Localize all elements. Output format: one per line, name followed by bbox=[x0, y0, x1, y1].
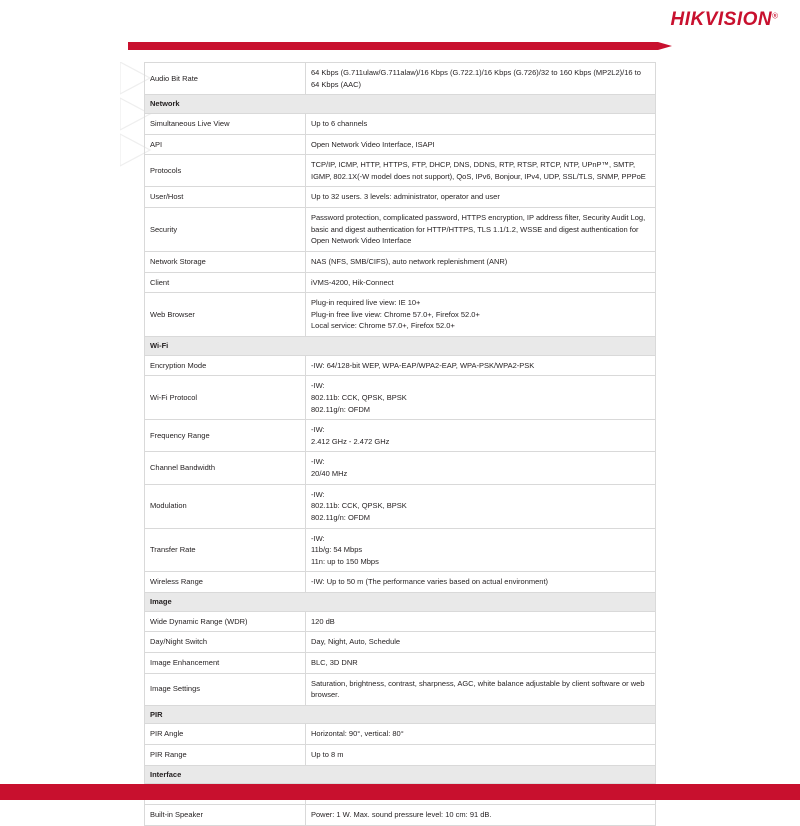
row-value bbox=[306, 376, 656, 420]
row-value-line: 802.11b: CCK, QPSK, BPSK bbox=[311, 392, 407, 402]
row-value bbox=[306, 572, 656, 593]
row-value bbox=[306, 113, 656, 134]
row-label: Simultaneous Live View bbox=[145, 113, 306, 134]
row-value bbox=[306, 673, 656, 705]
row-value-line: 120 dB bbox=[311, 616, 335, 626]
table-row bbox=[145, 187, 656, 208]
row-value-line: -IW: bbox=[311, 533, 325, 543]
table-row bbox=[145, 155, 656, 187]
row-value-line: 802.11g/n: OFDM bbox=[311, 512, 371, 522]
table-row bbox=[145, 376, 656, 420]
row-value-line: Day, Night, Auto, Schedule bbox=[311, 637, 401, 647]
table-section-row bbox=[145, 593, 656, 612]
row-label: Day/Night Switch bbox=[145, 632, 306, 653]
header-red-bar bbox=[128, 42, 658, 50]
table-row bbox=[145, 113, 656, 134]
row-label: Image Enhancement bbox=[145, 652, 306, 673]
row-value-line: Up to 8 m bbox=[311, 750, 344, 759]
table-row bbox=[145, 724, 656, 745]
table-row bbox=[145, 528, 656, 572]
table-section-row bbox=[145, 337, 656, 356]
section-label: Image bbox=[145, 593, 656, 612]
section-label: Network bbox=[145, 95, 656, 114]
row-value bbox=[306, 452, 656, 484]
section-label: Wi-Fi bbox=[145, 337, 656, 356]
row-value bbox=[306, 420, 656, 452]
footer-red-bar bbox=[0, 784, 800, 800]
row-label: PIR Angle bbox=[145, 724, 306, 745]
row-value-line: 2.412 GHz - 2.472 GHz bbox=[311, 436, 390, 446]
row-value bbox=[306, 745, 656, 766]
table-section-row bbox=[145, 765, 656, 784]
row-label: PIR Range bbox=[145, 745, 306, 766]
row-value-line: NAS (NFS, SMB/CIFS), auto network replenishment (ANR) bbox=[311, 256, 508, 266]
row-label: Network Storage bbox=[145, 251, 306, 272]
brand-trademark: ® bbox=[772, 11, 778, 21]
row-label: Web Browser bbox=[145, 293, 306, 337]
table-row bbox=[145, 272, 656, 293]
row-label: Channel Bandwidth bbox=[145, 452, 306, 484]
row-value-line: Up to 6 channels bbox=[311, 118, 368, 128]
brand-name: HIKVISION bbox=[670, 9, 773, 30]
specification-table bbox=[144, 62, 656, 826]
row-label: Built-in Speaker bbox=[145, 804, 306, 825]
row-label: Wi-Fi Protocol bbox=[145, 376, 306, 420]
table-row bbox=[145, 293, 656, 337]
row-value-line: 11n: up to 150 Mbps bbox=[311, 556, 379, 566]
row-value bbox=[306, 208, 656, 252]
row-value-line: TCP/IP, ICMP, HTTP, HTTPS, FTP, DHCP, DNS, DDNS, RTP, RTSP, RTCP, NTP, UPnP™, SMTP, IGMP, 802.1X(-W model does not support), QoS, IPv6, Bonjour, IPv4, UDP, SSL/TLS, SNMP, PPPoE bbox=[311, 160, 646, 181]
row-value-line: Saturation, brightness, contrast, sharpness, AGC, white balance adjustable by client software or web browser. bbox=[311, 678, 645, 700]
row-value-line: Local service: Chrome 57.0+, Firefox 52.0+ bbox=[311, 321, 455, 331]
row-value-line: BLC, 3D DNR bbox=[311, 657, 358, 667]
row-value bbox=[306, 528, 656, 572]
table-row bbox=[145, 673, 656, 705]
table-row bbox=[145, 572, 656, 593]
row-value-line: -IW: 64/128-bit WEP, WPA-EAP/WPA2-EAP, WPA-PSK/WPA2-PSK bbox=[311, 360, 535, 370]
table-row bbox=[145, 251, 656, 272]
row-value-line: Password protection, complicated password, HTTPS encryption, IP address filter, Security Audit Log, basic and digest authentication for HTTP/HTTPS, TLS 1.1/1.2, WSSE and digest authentication for Open Network Video Interface bbox=[311, 213, 646, 246]
row-value-line: -IW: bbox=[311, 425, 325, 435]
table-row bbox=[145, 355, 656, 376]
row-label: API bbox=[145, 134, 306, 155]
row-value-line: 802.11g/n: OFDM bbox=[311, 404, 371, 414]
row-value-line: 64 Kbps (G.711ulaw/G.711alaw)/16 Kbps (G.722.1)/16 Kbps (G.726)/32 to 160 Kbps (MP2L2)/16 to 64 Kbps (AAC) bbox=[311, 68, 641, 89]
table-row bbox=[145, 652, 656, 673]
table-row bbox=[145, 611, 656, 632]
row-value bbox=[306, 724, 656, 745]
row-value-line: Open Network Video Interface, ISAPI bbox=[311, 139, 435, 149]
row-value bbox=[306, 134, 656, 155]
hikvision-logo bbox=[670, 10, 778, 29]
table-row bbox=[145, 484, 656, 528]
table-section-row bbox=[145, 95, 656, 114]
row-label: Modulation bbox=[145, 484, 306, 528]
row-value-line: iVMS-4200, Hik-Connect bbox=[311, 277, 394, 287]
row-value bbox=[306, 63, 656, 95]
row-label: Image Settings bbox=[145, 673, 306, 705]
table-row bbox=[145, 63, 656, 95]
table-row bbox=[145, 804, 656, 825]
row-label: Frequency Range bbox=[145, 420, 306, 452]
row-value-line: Plug-in free live view: Chrome 57.0+, Firefox 52.0+ bbox=[311, 309, 480, 319]
row-value-line: Up to 32 users. 3 levels: administrator, operator and user bbox=[311, 192, 500, 202]
table-row bbox=[145, 134, 656, 155]
table-row bbox=[145, 632, 656, 653]
row-value bbox=[306, 293, 656, 337]
row-value-line: -IW: bbox=[311, 489, 325, 499]
row-label: Wireless Range bbox=[145, 572, 306, 593]
row-value bbox=[306, 804, 656, 825]
row-value bbox=[306, 484, 656, 528]
row-label: Protocols bbox=[145, 155, 306, 187]
row-value bbox=[306, 611, 656, 632]
row-label: Encryption Mode bbox=[145, 355, 306, 376]
table-section-row bbox=[145, 705, 656, 724]
row-label: Client bbox=[145, 272, 306, 293]
row-value-line: 802.11b: CCK, QPSK, BPSK bbox=[311, 501, 407, 511]
row-value bbox=[306, 272, 656, 293]
row-value bbox=[306, 652, 656, 673]
table-row bbox=[145, 745, 656, 766]
row-value-line: Horizontal: 90°, vertical: 80° bbox=[311, 729, 404, 739]
row-value-line: Plug-in required live view: IE 10+ bbox=[311, 298, 421, 308]
row-value bbox=[306, 355, 656, 376]
row-value-line: 20/40 MHz bbox=[311, 469, 348, 478]
row-value bbox=[306, 155, 656, 187]
row-value-line: -IW: bbox=[311, 457, 325, 467]
row-value-line: -IW: Up to 50 m (The performance varies based on actual environment) bbox=[311, 577, 549, 587]
section-label: PIR bbox=[145, 705, 656, 724]
row-value-line: 11b/g: 54 Mbps bbox=[311, 545, 363, 555]
table-row bbox=[145, 452, 656, 484]
row-label: Transfer Rate bbox=[145, 528, 306, 572]
specification-table-body bbox=[145, 63, 656, 826]
table-row bbox=[145, 208, 656, 252]
table-row bbox=[145, 420, 656, 452]
row-value bbox=[306, 632, 656, 653]
row-value bbox=[306, 187, 656, 208]
row-value-line: -IW: bbox=[311, 381, 325, 391]
row-value-line: Power: 1 W. Max. sound pressure level: 10 cm: 91 dB. bbox=[311, 809, 492, 819]
row-label: Security bbox=[145, 208, 306, 252]
row-value bbox=[306, 251, 656, 272]
row-label: User/Host bbox=[145, 187, 306, 208]
row-label: Audio Bit Rate bbox=[145, 63, 306, 95]
section-label: Interface bbox=[145, 765, 656, 784]
row-label: Wide Dynamic Range (WDR) bbox=[145, 611, 306, 632]
